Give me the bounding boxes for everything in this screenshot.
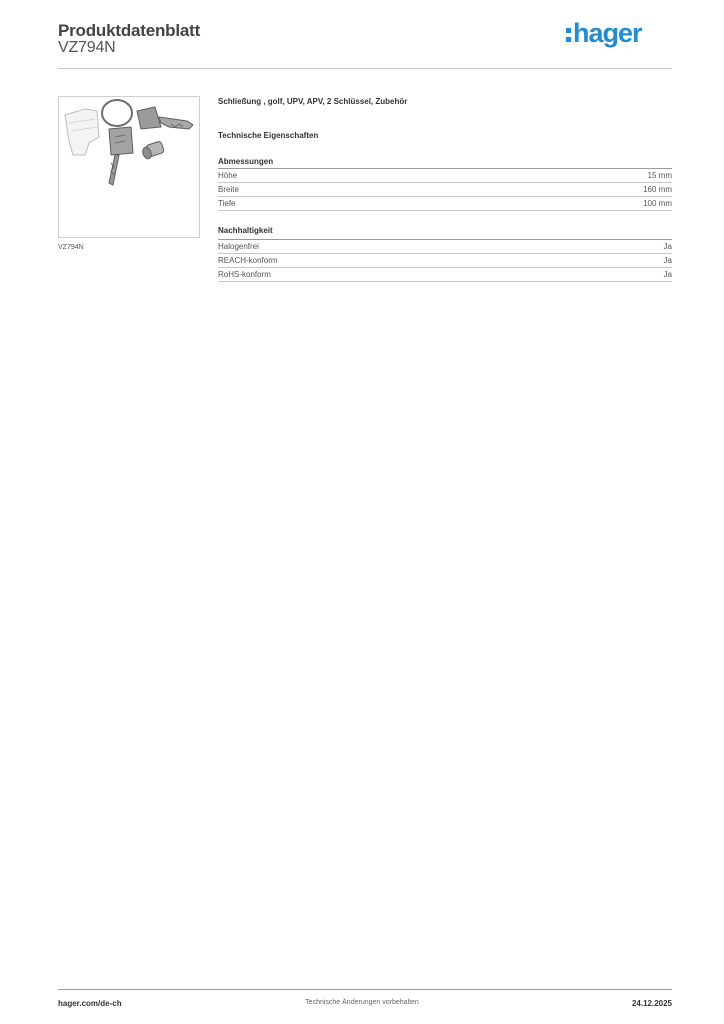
table-row [218,268,672,282]
table-row [218,197,672,211]
footer-notice: Technische Änderungen vorbehalten [305,999,419,1006]
row-value: Ja [663,270,672,279]
footer-website: hager.com/de-ch [58,999,122,1008]
image-caption: VZ794N [58,244,84,251]
row-label: RoHS-konform [218,270,271,279]
header-divider [58,68,672,69]
row-value: 160 mm [643,185,672,194]
row-label: Breite [218,185,239,194]
row-value: 100 mm [643,199,672,208]
group-title-sustainability: Nachhaltigkeit [218,226,273,235]
table-row [218,183,672,197]
page-title: Produktdatenblatt [58,21,201,40]
table-row [218,240,672,254]
product-code: VZ794N [58,39,116,56]
row-label: Tiefe [218,199,236,208]
lock-and-keys-illustration [59,97,199,237]
section-title: Technische Eigenschaften [218,131,319,140]
product-image [58,96,200,238]
row-label: REACH-konform [218,256,278,265]
row-label: Höhe [218,171,238,180]
logo-dots-icon [566,28,571,42]
table-row [218,254,672,268]
logo-text: hager [573,18,642,48]
product-description: Schließung , golf, UPV, APV, 2 Schlüssel, Zubehör [218,97,408,106]
row-label: Halogenfrei [218,242,259,251]
footer-date: 24.12.2025 [631,999,672,1008]
hager-logo [566,16,642,50]
group-title-dimensions: Abmessungen [218,157,274,166]
table-row [218,169,672,183]
row-value: 15 mm [647,171,672,180]
row-value: Ja [663,256,672,265]
row-value: Ja [663,242,672,251]
footer-divider [58,989,672,990]
